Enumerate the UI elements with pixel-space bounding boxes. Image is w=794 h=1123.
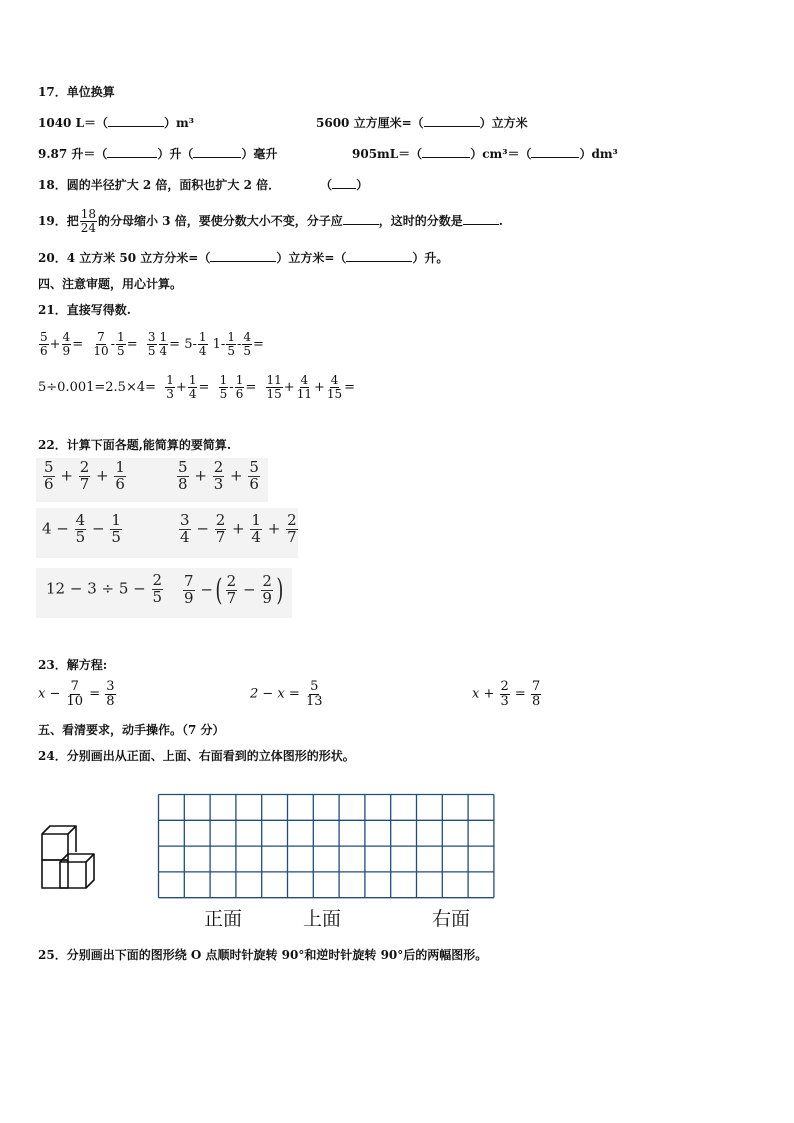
- q18: 18．圆的半径扩大 2 倍，面积也扩大 2 倍． （ ）: [38, 178, 369, 192]
- q22-expr-3: 4 − $\frac{4}{5}$ − $\frac{1}{5}$: [42, 511, 121, 546]
- q24-title: 24．分别画出从正面、上面、右面看到的立体图形的形状。: [38, 749, 355, 763]
- answer-blank[interactable]: [107, 146, 157, 158]
- answer-blank[interactable]: [463, 213, 499, 225]
- q23-title: 23．解方程:: [38, 658, 108, 672]
- q17-title: 17．单位换算: [38, 85, 115, 99]
- answer-blank[interactable]: [108, 115, 164, 127]
- section-4-heading: 四、注意审题，用心计算。: [38, 277, 183, 291]
- view-label-top: 上面: [303, 908, 342, 930]
- q19: 19．把 $\frac{18}{24}$ 的分母缩小 3 倍，要使分数大小不变，分子应 ，这时的分数是 .: [38, 207, 503, 235]
- q22-title: 22．计算下面各题,能简算的要简算.: [38, 438, 232, 452]
- q17-d: 905mL＝（ ）cm³＝（ ）dm³: [352, 147, 618, 161]
- q17-c: 9.87 升＝（ ）升（ ）毫升: [38, 147, 278, 161]
- q21-row-1: $\frac{5}{6}$ + $\frac{4}{9}$ = $\frac{7}{10}$ - $\frac{1}{5}$ = $\frac{3}{5}$ $\frac{1}{4}$ = 5- $\frac{1}{4}$ 1- $\frac{1}{5}$ - $\frac{4}{5}$ =: [40, 330, 264, 358]
- answer-blank[interactable]: [531, 146, 579, 158]
- answer-blank[interactable]: [332, 177, 356, 189]
- drawing-grid[interactable]: [157, 793, 497, 903]
- q17-a: 1040 L＝（ ）m³: [38, 116, 194, 130]
- q22-expr-4: $\frac{3}{4}$ − $\frac{2}{7}$ + $\frac{1}{4}$ + $\frac{2}{7}$: [180, 511, 297, 546]
- cube-stack-figure: [36, 820, 112, 892]
- q23-eq-2: 2 − x = $\frac{5}{13}$: [250, 679, 323, 709]
- answer-blank[interactable]: [422, 146, 470, 158]
- q22-expr-5: 12 − 3 ÷ 5 − $\frac{2}{5}$: [46, 571, 163, 606]
- answer-blank[interactable]: [424, 115, 480, 127]
- answer-blank[interactable]: [343, 213, 379, 225]
- answer-blank[interactable]: [193, 146, 241, 158]
- answer-blank[interactable]: [346, 250, 412, 262]
- q22-expr-2: $\frac{5}{8}$ + $\frac{2}{3}$ + $\frac{5}{6}$: [178, 458, 259, 493]
- q21-title: 21．直接写得数.: [38, 303, 131, 317]
- q23-eq-3: x + $\frac{2}{3}$ = $\frac{7}{8}$: [472, 679, 541, 709]
- q23-eq-1: x − $\frac{7}{10}$ = $\frac{3}{8}$: [38, 679, 115, 709]
- fraction: $\frac{18}{24}$: [80, 207, 96, 235]
- answer-blank[interactable]: [210, 250, 276, 262]
- q22-expr-1: $\frac{5}{6}$ + $\frac{2}{7}$ + $\frac{1}{6}$: [44, 458, 125, 493]
- view-label-right: 右面: [432, 908, 471, 930]
- section-5-heading: 五、看清要求，动手操作。（7 分）: [38, 723, 225, 737]
- q17-b: 5600 立方厘米=（ ）立方米: [316, 116, 528, 130]
- q22-expr-6: $\frac{7}{9}$ −( $\frac{2}{7}$ − $\frac{2}{9}$ ): [184, 572, 284, 608]
- q21-row-2: 5÷0.001=2.5×4= $\frac{1}{3}$ + $\frac{1}{4}$ = $\frac{1}{5}$ - $\frac{1}{6}$ = $\frac{11}{15}$ + $\frac{4}{11}$ + $\frac{4}{15}$ =: [38, 373, 356, 401]
- view-label-front: 正面: [204, 908, 243, 930]
- q25-title: 25．分别画出下面的图形绕 O 点顺时针旋转 90°和逆时针旋转 90°后的两幅图形。: [38, 948, 488, 962]
- q20: 20．4 立方米 50 立方分米=（ ）立方米=（ ）升。: [38, 251, 449, 265]
